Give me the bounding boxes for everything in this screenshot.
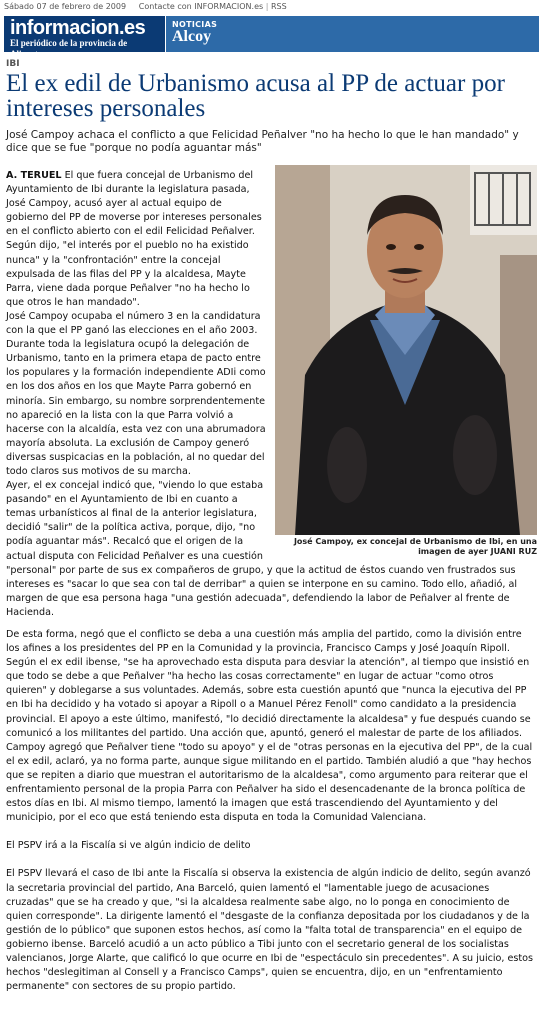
site-logo-block[interactable] xyxy=(4,16,165,59)
article-figure xyxy=(275,165,537,557)
contact-link[interactable]: Contacte con INFORMACION.es xyxy=(138,2,264,11)
portrait-illustration xyxy=(275,165,537,535)
date-text: Sábado 07 de febrero de 2009 xyxy=(4,2,127,11)
section-label[interactable]: NOTICIAS xyxy=(172,20,218,29)
paragraph-2: José Campoy ocupaba el número 3 en la candidatura con la que el PP ganó las elecciones en el año 2003. Durante toda la legislatura ocupó la delegación de Urbanismo, tanto en la primera etapa de pacto entre los populares y la formación independiente ADIi como en los dos años en los que Mayte Parra gobernó en minoría. Sin embargo, su nombre sorprendentemente no apareció en la lista con la que Parra volvió a hacerse con la alcaldía, esta vez con una abrumadora mayoría absoluta. La exclusión de Campoy generó diversas suspicacias en la población, al no quedar del todo claros sus motivos de su marcha. xyxy=(6,310,266,477)
paragraph-3: Ayer, el ex concejal indicó que, "viendo lo que estaba pasando" en el Ayuntamiento de Ibi en cuanto a temas urbanísticos al final de la anterior legislatura, decidió "salir" de la política activa, porque, dijo, "no podía aguantar más". Recalcó que el origen de la actual disputa con Felicidad Peñalver es una cuestión "personal" por parte de sus ex compañeros de grupo, y que la actitud de éstos cuando ven frustrados sus intereses es "sacar lo que sea con tal de derribar" a quien se interpone en su camino. Todo ello, añadió, al margen de que esa persona haga "una gestión adecuada", defendiendo la labor de Peñalver al frente de Hacienda. xyxy=(6,480,518,618)
photo-caption-text: José Campoy, ex concejal de Urbanismo de Ibi, en una imagen de ayer xyxy=(293,537,537,556)
topbar-divider: | xyxy=(265,2,269,11)
article-photo xyxy=(275,165,537,535)
section-header xyxy=(165,16,539,52)
masthead xyxy=(4,16,539,59)
article-headline: El ex edil de Urbanismo acusa al PP de actuar por intereses personales xyxy=(6,70,505,122)
article-body xyxy=(6,169,537,994)
paragraph-7: El PSPV llevará el caso de Ibi ante la Fiscalía si observa la existencia de algún indicio de delito, según avanzó la secretaria provincial del partido, Ana Barceló, quien lamentó el "lamentable juego de acusaciones cruzadas" que se ha creado y que, "si la alcaldesa realmente sabe algo, no lo ponga en conocimiento de quien corresponde". La dirigente lamentó el "desgaste de la confianza depositada por los ciudadanos y de la gestión de lo público" que suponen estos hechos, así como la "falta total de transparencia" en el equipo de gobierno ibense. Barceló acudió a un acto público a Tibi junto con el secretario general de los socialistas valencianos, Jorge Alarte, que calificó lo que ocurre en Ibi de "espectáculo sin precedentes". A su juicio, estos hechos "deslegitiman al Consell y a Francisco Camps", quien se encuentra, dijo, en un "enfrentamiento permanente" con sectores de su propio partido. xyxy=(6,868,534,993)
article-kicker: IBI xyxy=(6,59,20,69)
section-subheading: El PSPV irá a la Fiscalía si ve algún indicio de delito xyxy=(6,840,251,852)
paragraph-5: Campoy agregó que Peñalver tiene "todo su apoyo" y el de "otras personas en la ejecutiva del PP", de la cual el ex edil, aclaró, ya no forma parte, aunque sigue militando en el partido. También aludió a que "hay hechos que se repiten a diario que muestran el autoritarismo de la alcaldesa", como argumento para reiterar que el enfrentamiento personal de la propia Parra con Peñalver ha sido el desencadenante de la bronca política de estos días en Ibi. Al mismo tiempo, lamentó la imagen que está trascendiendo del Ayuntamiento y del municipio, por el eco que está teniendo esta disputa en toda la Comunidad Valenciana. xyxy=(6,741,533,824)
paragraph-4: De esta forma, negó que el conflicto se deba a una cuestión más amplia del partido, como la división entre los afines a los presidentes del PP en la Comunidad y la provincia, Francisco Camps y José Joaquín Ripoll. Según el ex edil ibense, "se ha aprovechado esta disputa para desviar la atención", al tiempo que insistió en que todo se debe a que Peñalver "ha hecho las cosas correctamente" en lugar de actuar "como otros quieren" y doblegarse a sus voluntades. Además, sobre esta cuestión apuntó que "nunca la ejecutiva del PP en Ibi ha decidido y ha votado si apoyar a Ripoll o a Manuel Pérez Fenoll" como candidato a la presidencia provincial. El apoyo a este último, manifestó, "lo decidió directamente la alcaldesa" y fue después cuando se comunicó a los militantes del partido. Una acción que, apuntó, generó el malestar de parte de los afiliados. xyxy=(6,629,531,739)
paragraph-1: El que fuera concejal de Urbanismo del Ayuntamiento de Ibi durante la legislatura pasada, José Campoy, acusó ayer al actual equipo de gobierno del PP de moverse por intereses personales en el conflicto abierto con el edil Felicidad Peñalver. Según dijo, "el interés por el pueblo no ha existido nunca" y la "confrontación" entre la concejal expulsada de las filas del PP y la alcaldesa, Mayte Parra, viene dada porque Peñalver "no ha hecho lo que otros le han mandado". xyxy=(6,170,262,308)
photo-credit: JUANI RUZ xyxy=(490,547,537,556)
site-logo[interactable]: informacion.es xyxy=(10,17,146,39)
section-city[interactable]: Alcoy xyxy=(172,28,212,45)
top-bar xyxy=(0,0,543,16)
rss-link[interactable]: RSS xyxy=(270,2,287,11)
article-byline: A. TERUEL xyxy=(6,170,62,181)
article-subhead: José Campoy achaca el conflicto a que Felicidad Peñalver "no ha hecho lo que le han mandado" y dice que se fue "porque no podía aguantar más" xyxy=(6,129,519,154)
photo-caption xyxy=(275,537,537,557)
site-slogan: El periódico de la provincia de Alicante xyxy=(10,38,128,59)
